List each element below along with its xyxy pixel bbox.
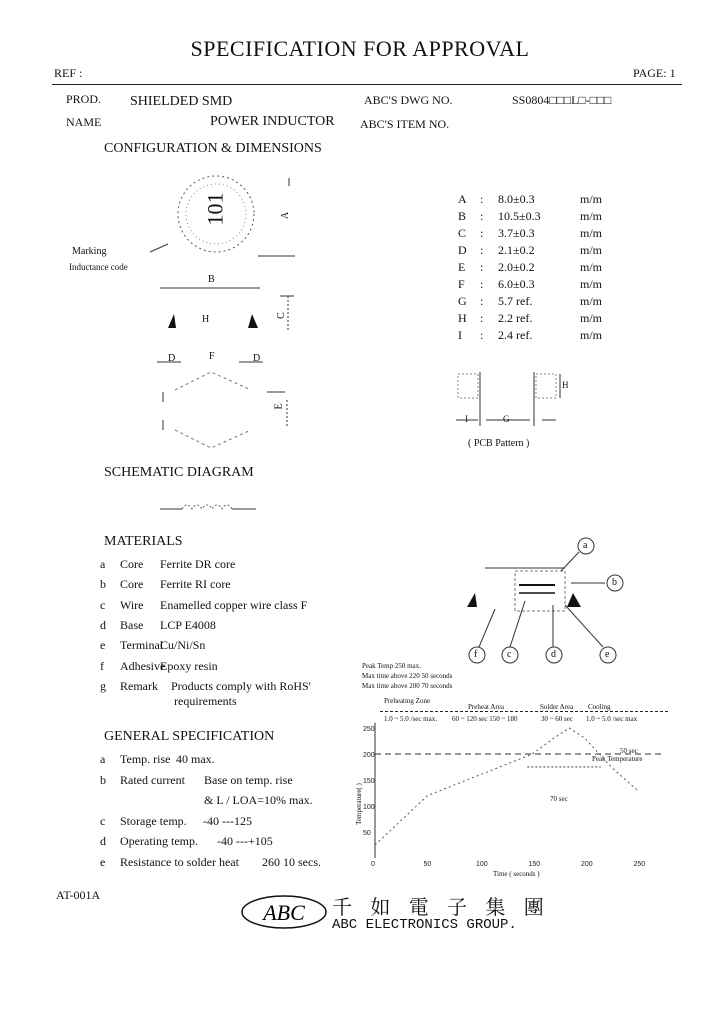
material-key: f xyxy=(100,658,104,673)
general-label: Storage temp. xyxy=(120,813,187,828)
reflow-y-tick: 150 xyxy=(363,778,375,785)
dimension-colon: : xyxy=(480,294,484,308)
reflow-rate3: 30 ~ 60 sec xyxy=(541,715,573,723)
dimension-key: I xyxy=(458,328,462,342)
dimension-value: 2.1±0.2 xyxy=(498,243,535,257)
reflow-x-tick: 250 xyxy=(633,861,646,868)
prod-label: PROD. xyxy=(66,92,102,106)
general-value: -40 ---125 xyxy=(203,813,252,828)
abc-logo xyxy=(240,895,330,931)
general-key: b xyxy=(100,772,106,787)
reflow-time-label: 70 sec xyxy=(550,795,568,803)
dim-letter-a: A xyxy=(280,211,292,220)
material-desc: Ferrite RI core xyxy=(160,577,231,592)
reflow-x-tick: 0 xyxy=(371,861,375,868)
dimension-colon: : xyxy=(480,243,484,257)
reflow-x-tick: 100 xyxy=(476,861,488,868)
materials-heading: MATERIALS xyxy=(104,534,183,549)
dwg-label: ABC'S DWG NO. xyxy=(364,93,453,107)
dim-letter-b: B xyxy=(208,274,215,285)
page-number: PAGE: 1 xyxy=(633,66,676,80)
general-label: Operating temp. xyxy=(120,834,198,848)
dimension-key: F xyxy=(458,277,465,291)
reflow-peak-text: Peak Temp 250 max. xyxy=(362,662,421,670)
dimension-colon: : xyxy=(480,277,484,291)
dimension-colon: : xyxy=(480,209,484,223)
dimension-key: G xyxy=(458,294,467,308)
dimension-unit: m/m xyxy=(580,277,603,291)
company-name-cn: 千 如 電 子 集 團 xyxy=(332,895,550,919)
material-desc: Ferrite DR core xyxy=(160,557,236,571)
configuration-heading: CONFIGURATION & DIMENSIONS xyxy=(104,141,322,156)
callout-a: a xyxy=(583,540,588,551)
material-key: a xyxy=(100,557,106,571)
reflow-zone-area: Preheat Area xyxy=(468,703,504,711)
material-name: Core xyxy=(120,557,144,571)
reflow-y-tick: 200 xyxy=(363,752,375,759)
general-key: c xyxy=(100,813,106,828)
dwg-number: SS0804□□□L□-□□□ xyxy=(512,93,612,107)
marking-label: Marking xyxy=(72,246,107,257)
material-key: g xyxy=(100,678,106,693)
general-key: e xyxy=(100,854,106,869)
material-desc: Products comply with RoHS' xyxy=(171,678,311,693)
callout-f: f xyxy=(474,649,478,660)
dim-letter-e: E xyxy=(273,403,285,410)
dimension-unit: m/m xyxy=(580,226,603,240)
general-value: -40 ---+105 xyxy=(217,834,273,848)
reflow-note-peak: Peak Temperature xyxy=(592,755,643,763)
pcb-letter-g: G xyxy=(503,414,510,424)
general-value: & L / LOA=10% max. xyxy=(204,793,313,807)
dimension-value: 10.5±0.3 xyxy=(498,209,541,223)
materials-drawing xyxy=(455,535,630,665)
dimension-value: 8.0±0.3 xyxy=(498,192,535,206)
dimension-unit: m/m xyxy=(580,328,603,342)
form-number: AT-001A xyxy=(56,888,101,902)
schematic-heading: SCHEMATIC DIAGRAM xyxy=(104,465,254,480)
reflow-rate2: 60 ~ 120 sec 150 ~ 180 xyxy=(452,715,518,723)
material-desc: Epoxy resin xyxy=(160,658,218,673)
callout-c: c xyxy=(507,649,512,660)
dimension-key: B xyxy=(458,209,467,223)
reflow-profile-curve xyxy=(375,728,638,845)
dim-letter-d-right: D xyxy=(253,353,261,364)
callout-d: d xyxy=(551,649,556,660)
pcb-pattern-label: ( PCB Pattern ) xyxy=(468,438,530,449)
callout-e: e xyxy=(605,649,610,660)
dimension-value: 2.4 ref. xyxy=(498,328,533,342)
reflow-x-tick: 200 xyxy=(581,861,593,868)
reflow-rate4: 1.0 ~ 5.0 /sec max xyxy=(586,715,638,723)
abc-logo-text: ABC xyxy=(263,900,305,925)
general-value: 260 10 secs. xyxy=(262,854,321,869)
material-desc: LCP E4008 xyxy=(160,617,216,632)
general-label: Temp. rise xyxy=(120,752,171,766)
material-desc-2: requirements xyxy=(174,693,237,708)
dimension-key: H xyxy=(458,311,467,325)
general-key: d xyxy=(100,834,106,848)
dimension-unit: m/m xyxy=(580,311,603,325)
side-view-drawing xyxy=(160,284,300,334)
reflow-rate1: 1.0 ~ 5.0 /sec max. xyxy=(384,715,437,723)
inductance-code-label: Inductance code xyxy=(69,262,128,272)
material-key: d xyxy=(100,617,106,632)
pcb-pattern-drawing xyxy=(452,370,582,430)
material-name: Terminal xyxy=(120,638,164,653)
name-label: NAME xyxy=(66,115,102,129)
dimension-value: 5.7 ref. xyxy=(498,294,533,308)
material-name: Wire xyxy=(120,597,144,612)
dimension-key: E xyxy=(458,260,466,274)
page-title: SPECIFICATION FOR APPROVAL xyxy=(190,36,530,61)
dimension-unit: m/m xyxy=(580,209,603,223)
dimension-colon: : xyxy=(480,192,484,206)
dimension-key: D xyxy=(458,243,467,257)
material-name: Base xyxy=(120,617,144,632)
general-label: Resistance to solder heat xyxy=(120,854,239,869)
material-name: Core xyxy=(120,577,144,592)
dimension-key: A xyxy=(458,192,467,206)
dim-letter-c: C xyxy=(275,312,287,319)
dimension-value: 2.0±0.2 xyxy=(498,260,535,274)
reflow-x-tick: 150 xyxy=(528,861,541,868)
dimension-unit: m/m xyxy=(580,192,603,206)
header-divider xyxy=(52,84,682,85)
dim-letter-h-side: H xyxy=(202,314,210,325)
material-name: Adhesive xyxy=(120,658,166,673)
reflow-above220: Max time above 220 50 seconds xyxy=(362,672,453,680)
reflow-x-tick: 50 xyxy=(423,861,432,868)
dimension-unit: m/m xyxy=(580,260,603,274)
dimension-key: C xyxy=(458,226,467,240)
marking-code: 101 xyxy=(202,192,228,226)
reflow-y-tick: 250 xyxy=(363,726,375,733)
reflow-above200: Max time above 200 70 seconds xyxy=(362,682,453,690)
schematic-symbol xyxy=(160,502,260,514)
general-key: a xyxy=(100,752,106,766)
reflow-zone-cooling: Cooling xyxy=(588,703,611,711)
material-desc: Enamelled copper wire class F xyxy=(160,597,308,612)
general-label: Rated current xyxy=(120,772,185,787)
general-value: Base on temp. rise xyxy=(204,772,293,787)
dimension-colon: : xyxy=(480,226,484,240)
reflow-zone-solder: Solder Area xyxy=(540,703,574,711)
dimension-colon: : xyxy=(480,328,484,342)
pcb-letter-i: I xyxy=(465,414,468,424)
dimension-value: 6.0±0.3 xyxy=(498,277,535,291)
general-value: 40 max. xyxy=(176,752,215,766)
dimension-colon: : xyxy=(480,260,484,274)
reflow-y-tick: 100 xyxy=(363,804,375,811)
dimension-value: 2.2 ref. xyxy=(498,311,533,325)
dimension-unit: m/m xyxy=(580,243,603,257)
material-key: b xyxy=(100,577,106,592)
dim-letter-d-left: D xyxy=(168,353,176,364)
material-desc: Cu/Ni/Sn xyxy=(160,638,206,653)
reflow-zone-preheat: Preheating Zone xyxy=(384,697,431,705)
reflow-note-50sec: 50 sec xyxy=(620,747,638,755)
reflow-y-tick: 50 xyxy=(363,830,371,837)
dimension-colon: : xyxy=(480,311,484,325)
product-type: SHIELDED SMD xyxy=(130,94,233,109)
callout-b: b xyxy=(612,577,617,588)
company-name-en: ABC ELECTRONICS GROUP. xyxy=(332,917,517,933)
ref-label: REF : xyxy=(54,66,83,80)
material-key: e xyxy=(100,638,106,653)
dimension-value: 3.7±0.3 xyxy=(498,226,535,240)
pcb-letter-h: H xyxy=(562,380,569,390)
general-spec-heading: GENERAL SPECIFICATION xyxy=(104,729,275,744)
dim-letter-f: F xyxy=(209,351,215,362)
reflow-x-label: Time ( seconds ) xyxy=(493,870,540,878)
dimension-unit: m/m xyxy=(580,294,603,308)
item-label: ABC'S ITEM NO. xyxy=(360,117,450,131)
reflow-y-label: Temperature( ) xyxy=(354,783,363,825)
material-key: c xyxy=(100,597,106,612)
reflow-zone-line xyxy=(380,711,668,712)
material-name: Remark xyxy=(120,678,158,693)
product-name: POWER INDUCTOR xyxy=(210,114,335,129)
